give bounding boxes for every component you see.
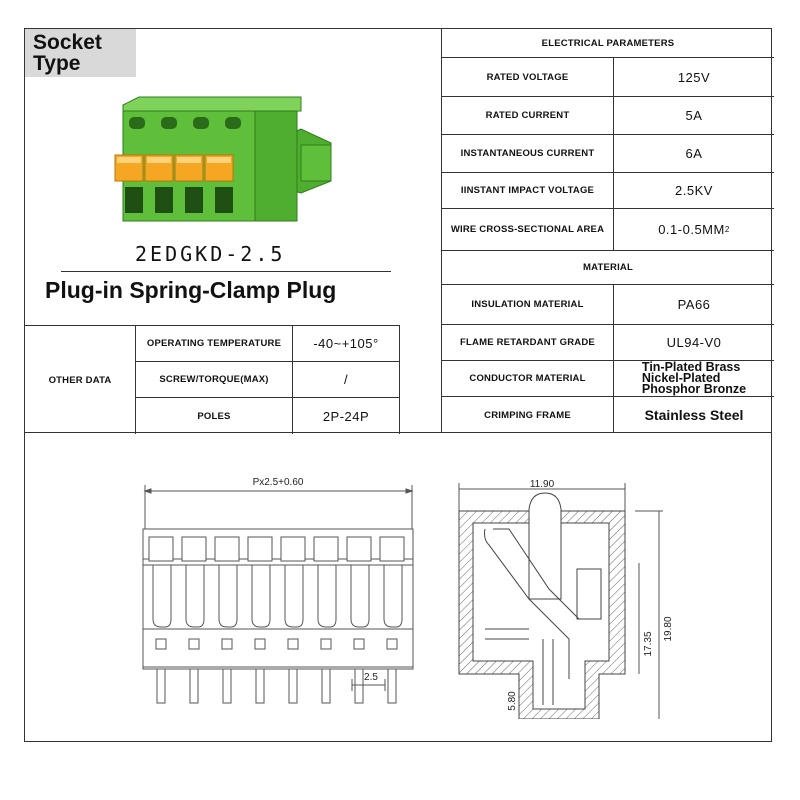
operating-temperature-value: -40~+105°	[293, 326, 400, 362]
pitch-dimension: 2.5	[364, 672, 378, 683]
product-subtitle: Plug-in Spring-Clamp Plug	[45, 277, 337, 303]
side-width-dimension: 11.90	[529, 479, 555, 490]
electrical-parameters-header: ELECTRICAL PARAMETERS	[442, 29, 774, 58]
side-view-drawing	[449, 479, 679, 719]
connector-product-image	[105, 93, 345, 233]
impact-voltage-label: IINSTANT IMPACT VOLTAGE	[442, 173, 614, 209]
drawing-divider	[25, 432, 771, 433]
front-width-dimension: Px2.5+0.60	[252, 477, 304, 488]
conductor-line-3: Phosphor Bronze	[641, 382, 747, 396]
conductor-material-label: CONDUCTOR MATERIAL	[442, 361, 614, 397]
insulation-material-label: INSULATION MATERIAL	[442, 285, 614, 325]
impact-voltage-value: 2.5KV	[614, 173, 774, 209]
side-pin-dimension: 5.80	[507, 691, 518, 711]
conductor-material-value	[614, 361, 774, 397]
wire-area-label: WIRE CROSS-SECTIONAL AREA	[442, 209, 614, 251]
poles-value: 2P-24P	[293, 398, 400, 434]
wire-area-number: 0.1-0.5MM	[658, 222, 725, 237]
conductor-line-2: Nickel-Plated	[641, 371, 721, 385]
rated-current-value: 5A	[614, 97, 774, 135]
socket-type-tag	[25, 29, 136, 77]
rated-voltage-label: RATED VOLTAGE	[442, 58, 614, 97]
conductor-line-1: Tin-Plated Brass	[641, 360, 741, 374]
crimping-frame-label: CRIMPING FRAME	[442, 397, 614, 433]
material-header: MATERIAL	[442, 251, 774, 285]
rated-current-label: RATED CURRENT	[442, 97, 614, 135]
side-inner-height-dimension: 17.35	[643, 631, 654, 657]
flame-grade-label: FLAME RETARDANT GRADE	[442, 325, 614, 361]
crimping-frame-value: Stainless Steel	[644, 407, 744, 423]
rated-voltage-value: 125V	[614, 58, 774, 97]
other-data-header: OTHER DATA	[25, 326, 136, 434]
model-divider	[61, 271, 391, 272]
wire-area-superscript: 2	[724, 225, 730, 234]
screw-torque-value: /	[293, 362, 400, 398]
other-data-table	[25, 325, 400, 433]
insulation-material-value: PA66	[614, 285, 774, 325]
instantaneous-current-label: INSTANTANEOUS CURRENT	[442, 135, 614, 173]
operating-temperature-label: OPERATING TEMPERATURE	[136, 326, 293, 362]
poles-label: POLES	[136, 398, 293, 434]
side-height-dimension: 19.80	[663, 616, 674, 642]
socket-tag-line1: Socket	[33, 31, 102, 54]
front-view-drawing	[125, 469, 425, 709]
parameters-table	[441, 29, 773, 433]
datasheet	[24, 28, 772, 742]
instantaneous-current-value: 6A	[614, 135, 774, 173]
screw-torque-label: SCREW/TORQUE(MAX)	[136, 362, 293, 398]
wire-area-value	[614, 209, 774, 251]
model-number: 2EDGKD-2.5	[135, 242, 286, 266]
socket-tag-line2: Type	[33, 52, 81, 75]
flame-grade-value: UL94-V0	[614, 325, 774, 361]
